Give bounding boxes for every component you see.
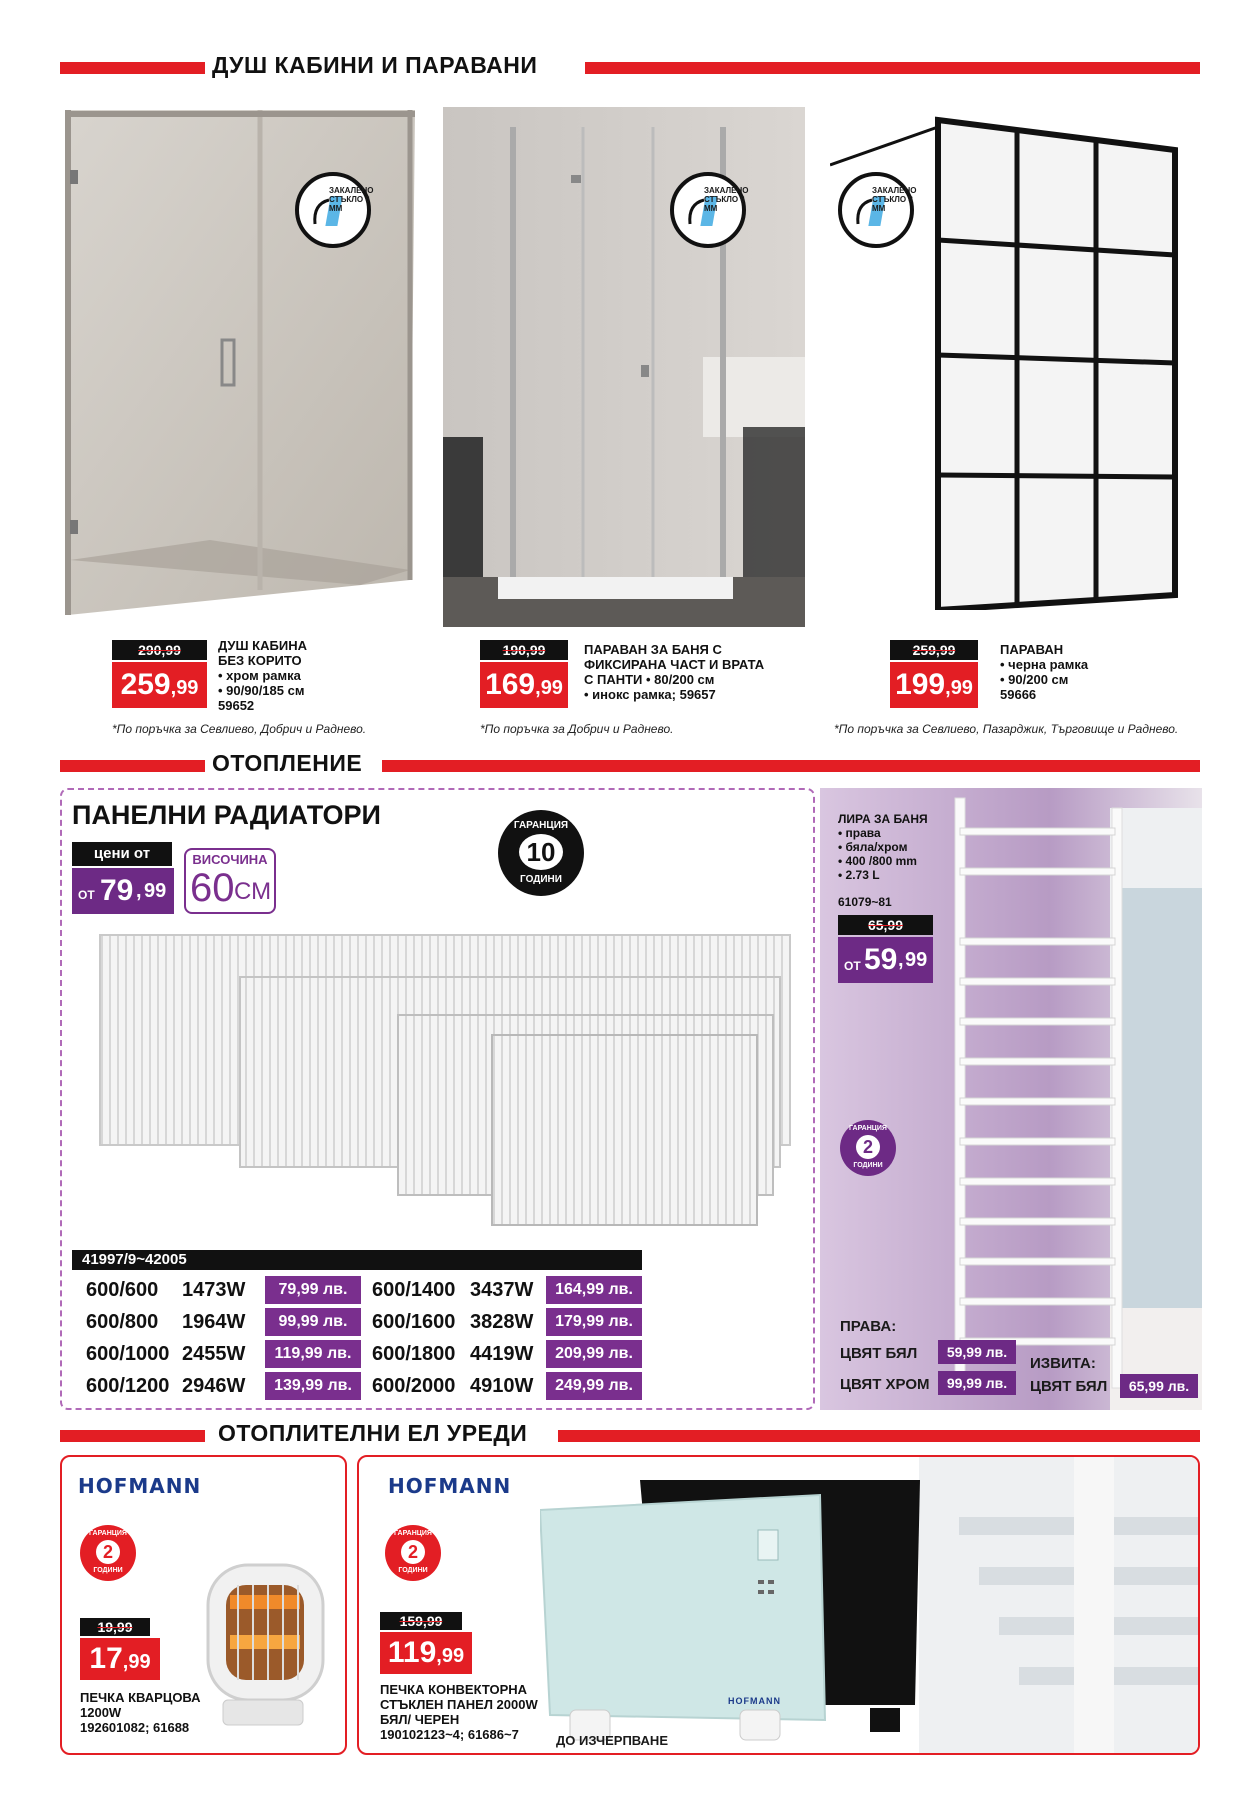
price-main: 199: [895, 668, 946, 701]
header-bar-left: [60, 62, 205, 74]
towel-rail-price: ОТ 59 , 99: [838, 937, 933, 983]
radiators-title: ПАНЕЛНИ РАДИАТОРИ: [72, 800, 381, 830]
order-note: *По поръчка за Добрич и Раднево.: [480, 722, 674, 736]
tempered-glass-badge: [838, 172, 917, 248]
old-price: 290,99: [112, 640, 207, 660]
height-value: 60: [190, 866, 235, 910]
warranty-2-badge: ГАРАНЦИЯ 2 ГОДИНИ: [385, 1525, 441, 1581]
new-price: 199,99: [890, 662, 978, 708]
tempered-glass-badge: [670, 172, 749, 248]
towel-rail-description: ЛИРА ЗА БАНЯ • права • бяла/хром • 400 /800 mm • 2.73 L: [838, 812, 928, 882]
section-header-heating: [60, 750, 1200, 780]
price-cents: 99: [176, 677, 199, 699]
new-price: 119,99: [380, 1632, 472, 1674]
panel-brand-label: HOFMANN: [728, 1696, 781, 1706]
curved-white-label: ЦВЯТ БЯЛ: [1030, 1378, 1108, 1395]
price-from: ОТ: [78, 888, 95, 902]
new-price: 259,99: [112, 662, 207, 708]
price-main: 79: [100, 874, 134, 907]
glass-badge-text: ЗАКАЛЕНО СТЪКЛО 8 ММ: [872, 186, 917, 213]
towel-rail-code: 61079~81: [838, 895, 892, 909]
price-main: 169: [485, 668, 536, 701]
straight-label: ПРАВА:: [840, 1318, 897, 1335]
table-row: 600/800 1964W 99,99 лв. 600/1600 3828W 179,99 лв.: [72, 1308, 642, 1336]
header-bar-right: [558, 1430, 1200, 1442]
radiators-price: ОТ 79 , 99: [72, 868, 174, 914]
price-cents: 99: [950, 677, 973, 699]
order-note: *По поръчка за Севлиево, Пазарджик, Търговище и Раднево.: [834, 722, 1179, 736]
radiators-code: 41997/9~42005: [82, 1251, 187, 1268]
height-badge: [184, 848, 276, 914]
new-price: 169,99: [480, 662, 568, 708]
table-row: 600/1000 2455W 119,99 лв. 600/1800 4419W 209,99 лв.: [72, 1340, 642, 1368]
stock-note: ДО ИЗЧЕРПВАНЕ: [556, 1733, 668, 1748]
warranty-2-badge: ГАРАНЦИЯ 2 ГОДИНИ: [840, 1120, 896, 1176]
hofmann-logo: HOFMANN: [388, 1474, 512, 1498]
price-cents: 99: [144, 880, 167, 902]
new-price: 17,99: [80, 1638, 160, 1680]
hofmann-logo: HOFMANN: [78, 1474, 202, 1498]
old-price: 19,99: [80, 1618, 150, 1636]
convector-heater-description: ПЕЧКА КОНВЕКТОРНА СТЪКЛЕН ПАНЕЛ 2000W БЯЛ/ ЧЕРЕН 190102123~4; 61686~7: [380, 1682, 538, 1742]
order-note: *По поръчка за Севлиево, Добрич и Раднево.: [112, 722, 367, 736]
color-white-label: ЦВЯТ БЯЛ: [840, 1345, 918, 1362]
height-label: ВИСОЧИНА: [192, 852, 268, 867]
white-price: 59,99 лв.: [938, 1340, 1016, 1364]
section-header-electric: [60, 1420, 1200, 1450]
section-title-shower: ДУШ КАБИНИ И ПАРАВАНИ: [212, 52, 538, 78]
header-bar-right: [585, 62, 1200, 74]
tempered-glass-badge: [295, 172, 374, 248]
color-chrome-label: ЦВЯТ ХРОМ: [840, 1376, 930, 1393]
warranty-10-badge: ГАРАНЦИЯ 10 ГОДИНИ: [498, 810, 584, 896]
product-description: ПАРАВАН • черна рамка • 90/200 см 59666: [1000, 642, 1089, 702]
header-bar-left: [60, 1430, 205, 1442]
price-cents: 99: [540, 677, 563, 699]
chrome-price: 99,99 лв.: [938, 1371, 1016, 1395]
product-description: ДУШ КАБИНА БЕЗ КОРИТО • хром рамка • 90/90/185 см 59652: [218, 638, 307, 713]
old-price: 259,99: [890, 640, 978, 660]
quartz-heater-description: ПЕЧКА КВАРЦОВА 1200W 192601082; 61688: [80, 1690, 201, 1735]
old-price: 65,99: [838, 915, 933, 935]
old-price: 190,99: [480, 640, 568, 660]
section-header-shower: [60, 52, 1200, 82]
table-row: 600/1200 2946W 139,99 лв. 600/2000 4910W 249,99 лв.: [72, 1372, 642, 1400]
section-title-electric: ОТОПЛИТЕЛНИ ЕЛ УРЕДИ: [218, 1420, 528, 1446]
panel-radiators-photo: [90, 915, 800, 1235]
radiators-code-bar: [72, 1250, 642, 1270]
price-main: 259: [120, 668, 171, 701]
header-bar-left: [60, 760, 205, 772]
table-row: 600/600 1473W 79,99 лв. 600/1400 3437W 164,99 лв.: [72, 1276, 642, 1304]
warranty-2-badge: ГАРАНЦИЯ 2 ГОДИНИ: [80, 1525, 136, 1581]
curved-label: ИЗВИТА:: [1030, 1355, 1096, 1372]
prices-from-label: цени от: [72, 842, 172, 866]
section-title-heating: ОТОПЛЕНИЕ: [212, 750, 363, 776]
bath-screen-photo: [443, 107, 805, 627]
product-description: ПАРАВАН ЗА БАНЯ С ФИКСИРАНА ЧАСТ И ВРАТА С ПАНТИ • 80/200 см • инокс рамка; 59657: [584, 642, 765, 702]
height-unit: СМ: [234, 878, 272, 905]
glass-badge-text: ЗАКАЛЕНО СТЪКЛО 6 ММ: [704, 186, 749, 213]
glass-badge-text: ЗАКАЛЕНО СТЪКЛО 6 ММ: [329, 186, 374, 213]
old-price: 159,99: [380, 1612, 462, 1630]
header-bar-right: [382, 760, 1200, 772]
curved-white-price: 65,99 лв.: [1120, 1374, 1198, 1398]
